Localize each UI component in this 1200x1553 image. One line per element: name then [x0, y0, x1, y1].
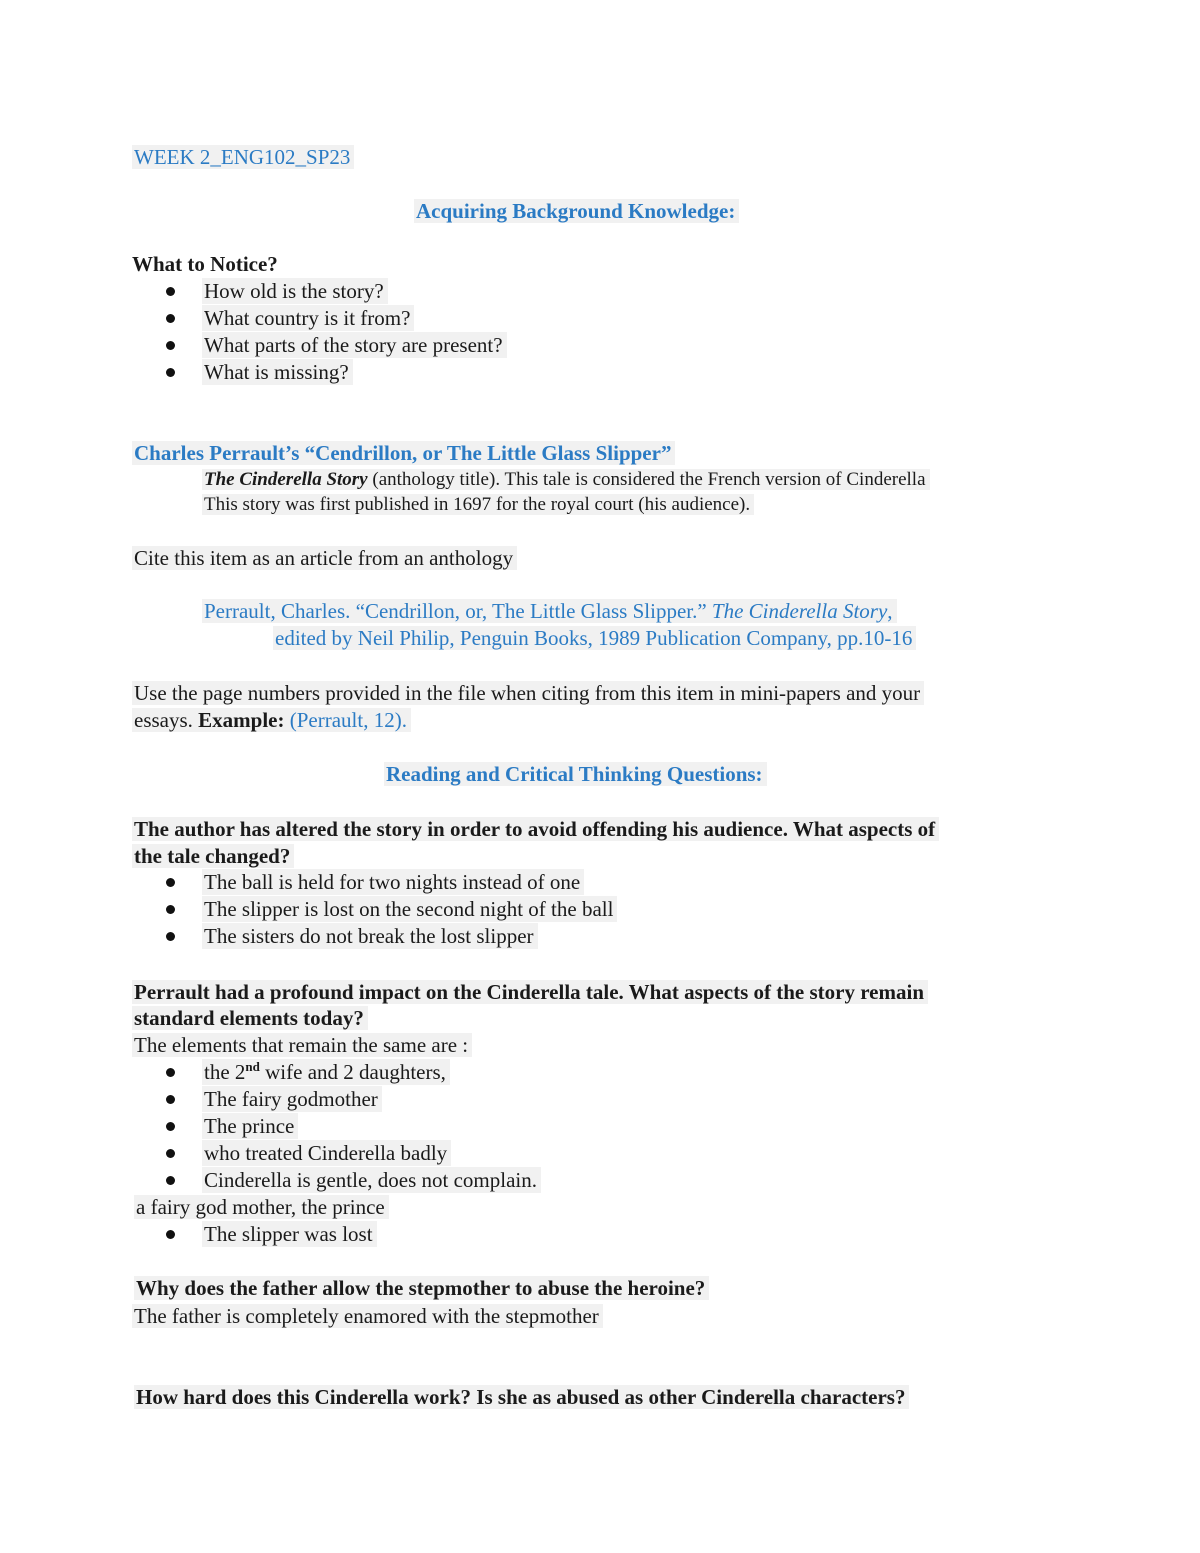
- bullet-icon: [166, 314, 175, 323]
- question-2-extra-line: a fairy god mother, the prince: [134, 1194, 389, 1220]
- bullet-icon: [166, 1176, 175, 1185]
- document-page: WEEK 2_ENG102_SP23 Acquiring Background Knowledge: What to Notice? How old is the story? What country is it from? What parts of the story are present? What is missing? Charles Perrault’s “Cendrillon, or The Little Glass Slipper” The Cinderella Story (anthology title). This tale is considered the French version of Cinderella This story was first published in 1697 for the royal court (his audience). Cite this item as an article from an anthology Perrault, Charles. “Cendrillon, or, The Little Glass Slipper.” The Cinderella Story, edited by Neil Philip, Penguin Books, 1989 Publication Company, pp.10-16 Use the page numbers provided in the file when citing from this item in mini-papers and your essays. Example: (Perrault, 12). Reading and Critical Thinking Questions: The author has altered the story in order to avoid offending his audience. What aspects of the tale changed? The ball is held for two nights instead of one The slipper is lost on the second night of the ball The sisters do not break the lost slipper Perrault had a profound impact on the Cinderella tale. What aspects of the story remain standard elements today? The elements that remain the same are : the 2nd wife and 2 daughters, The fairy godmother The prince who treated Cinderella badly Cinderella is gentle, does not complain. a fairy god mother, the prince The slipper was lost Why does the father allow the stepmother to abuse the heroine? The father is completely enamored with the stepmother How hard does this Cinderella work? Is she as abused as other Cinderella characters?: [0, 0, 1200, 1553]
- bullet-icon: [166, 1122, 175, 1131]
- anthology-note: The Cinderella Story (anthology title). This tale is considered the French version of Cinderella: [202, 467, 930, 493]
- citation-line-1: Perrault, Charles. “Cendrillon, or, The Little Glass Slipper.” The Cinderella Story,: [202, 598, 897, 624]
- section-title-background: Acquiring Background Knowledge:: [414, 198, 739, 224]
- bullet-icon: [166, 368, 175, 377]
- bullet-icon: [166, 287, 175, 296]
- citation-usage-line-2: essays. Example: (Perrault, 12).: [132, 707, 411, 733]
- question-2-line-2: standard elements today?: [132, 1005, 368, 1031]
- bullet-icon: [166, 1230, 175, 1239]
- bullet-icon: [166, 905, 175, 914]
- citation-usage-line-1: Use the page numbers provided in the file when citing from this item in mini-papers and your: [132, 680, 924, 706]
- question-1-line-2: the tale changed?: [132, 843, 294, 869]
- citation-instruction: Cite this item as an article from an anthology: [132, 545, 517, 571]
- question-2-intro: The elements that remain the same are :: [132, 1032, 472, 1058]
- bullet-icon: [166, 878, 175, 887]
- bullet-icon: [166, 1095, 175, 1104]
- story-title: Charles Perrault’s “Cendrillon, or The Little Glass Slipper”: [132, 440, 675, 466]
- question-3-answer: The father is completely enamored with the stepmother: [132, 1303, 603, 1329]
- bullet-icon: [166, 1149, 175, 1158]
- notice-heading: What to Notice?: [132, 252, 278, 276]
- bullet-icon: [166, 932, 175, 941]
- question-2-line-1: Perrault had a profound impact on the Cinderella tale. What aspects of the story remain: [132, 979, 928, 1005]
- question-3: Why does the father allow the stepmother to abuse the heroine?: [134, 1275, 709, 1301]
- bullet-icon: [166, 1068, 175, 1077]
- bullet-icon: [166, 341, 175, 350]
- question-4: How hard does this Cinderella work? Is she as abused as other Cinderella characters?: [134, 1384, 909, 1410]
- publication-note: This story was first published in 1697 for the royal court (his audience).: [202, 492, 754, 518]
- citation-line-2: edited by Neil Philip, Penguin Books, 1989 Publication Company, pp.10-16: [273, 625, 916, 651]
- course-code: WEEK 2_ENG102_SP23: [132, 144, 354, 170]
- questions-section-title: Reading and Critical Thinking Questions:: [384, 761, 767, 787]
- question-1-line-1: The author has altered the story in order to avoid offending his audience. What aspects of: [132, 816, 939, 842]
